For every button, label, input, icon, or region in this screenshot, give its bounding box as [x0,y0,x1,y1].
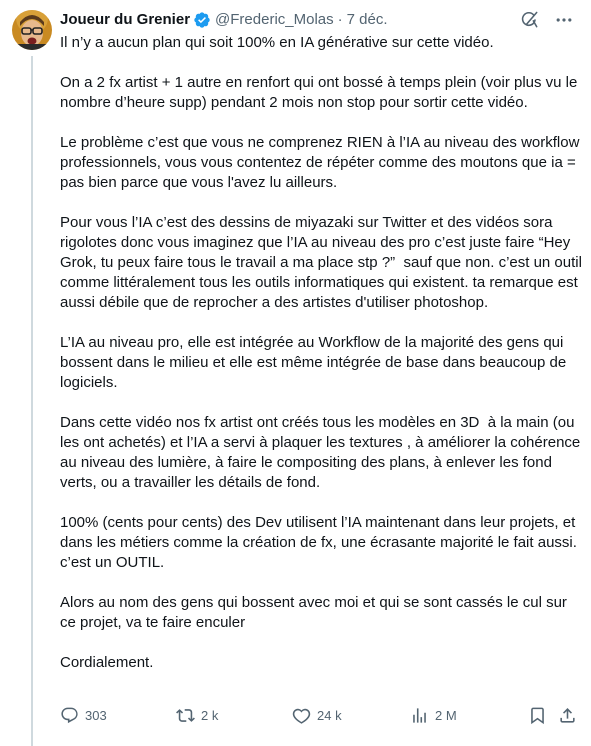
share-icon [558,706,577,725]
author-avatar[interactable] [12,10,52,50]
grok-icon[interactable] [519,9,541,31]
avatar-image [12,10,52,50]
tweet-paragraph: Dans cette vidéo nos fx artist ont créés tous les modèles en 3D à la main (ou les ont achetés) et l’IA a servi à plaquer les textures , à améliorer la cohérence au niveau des lumière, à faire le compositing des plans, à enlever les fond verts, ou a travailler les détails de fond. [60,414,585,491]
repost-count: 2 k [201,707,219,723]
repost-icon [176,706,195,725]
views-button[interactable] [410,706,457,725]
tweet-header [60,9,575,31]
tweet-paragraph: Cordialement. [60,654,154,671]
repost-button[interactable] [176,706,218,725]
tweet-date[interactable]: 7 déc. [346,11,388,28]
tweet-actions [60,704,577,726]
tweet-text [60,33,587,693]
more-icon[interactable] [553,9,575,31]
views-count: 2 M [435,707,457,723]
bookmark-button[interactable] [528,706,547,725]
author-handle[interactable]: @Frederic_Molas [215,11,334,28]
header-actions [519,9,575,31]
tweet-paragraph: Le problème c’est que vous ne comprenez RIEN à l’IA au niveau des workflow professionnels, vous vous contentez de répéter comme des moutons que ia = pas bien parce que vous l'avez lu ailleurs. [60,134,584,191]
tweet-paragraph: On a 2 fx artist + 1 autre en renfort qui ont bossé à temps plein (voir plus vu le nombre d’heure supp) pendant 2 mois non stop pour sortir cette vidéo. [60,74,582,111]
author-display-name[interactable]: Joueur du Grenier [60,11,191,28]
tweet-paragraph: Alors au nom des gens qui bossent avec moi et qui se sont cassés le cul sur ce projet, va te faire enculer [60,594,572,631]
like-button[interactable] [292,706,342,725]
views-icon [410,706,429,725]
header-separator: · [337,11,343,28]
thread-line [31,56,33,746]
tweet-paragraph: Il n’y a aucun plan qui soit 100% en IA générative sur cette vidéo. [60,34,494,51]
like-icon [292,706,311,725]
verified-badge-icon [193,11,211,29]
like-count: 24 k [317,707,342,723]
tweet-paragraph: 100% (cents pour cents) des Dev utilisent l’IA maintenant dans leur projets, et dans les métiers comme la création de fx, une écrasante majorité le fait aussi. c’est un OUTIL. [60,514,582,571]
bookmark-icon [528,706,547,725]
tweet-paragraph: Pour vous l’IA c’est des dessins de miyazaki sur Twitter et des vidéos sora rigolotes donc vous imaginez que l’IA au niveau des pro c’est juste faire “Hey Grok, tu peux faire tous le travail a ma place stp ?” sauf que non. c’est un outil comme littéralement tous les outils informatiques qui existent. ta remarque est aussi débile que de reprocher a des artistes d'utiliser photoshop. [60,214,587,311]
share-button[interactable] [558,706,577,725]
reply-icon [60,706,79,725]
reply-button[interactable] [60,706,107,725]
reply-count: 303 [85,707,107,723]
tweet-paragraph: L’IA au niveau pro, elle est intégrée au Workflow de la majorité des gens qui bossent dans le milieu et elle est même intégrée de base dans beaucoup de logiciels. [60,334,571,391]
